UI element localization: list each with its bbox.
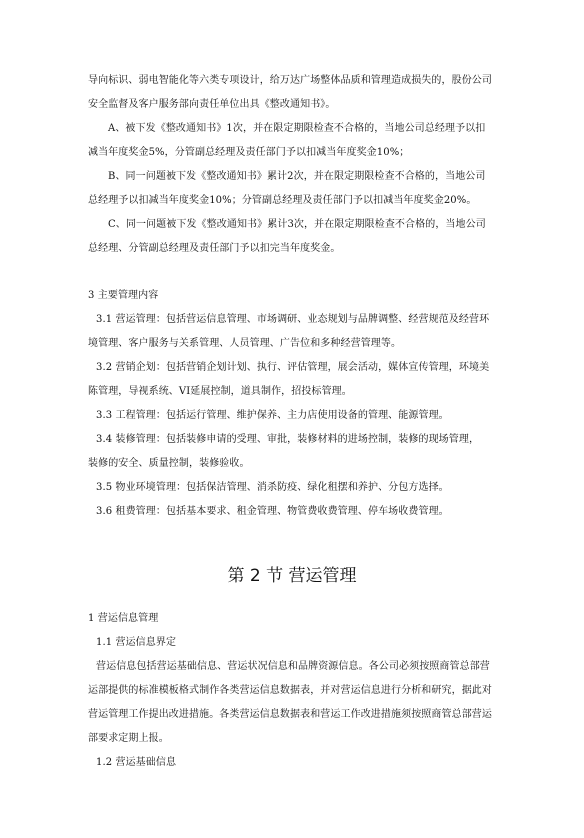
penalty-c-line: 总经理、分管副总经理及责任部门予以扣完当年度奖金。 [88, 243, 341, 254]
penalty-a-line: A、被下发《整改通知书》1次，并在限定期限检查不合格的，当地公司总经理予以扣 [108, 123, 486, 134]
paragraph-line: 运部提供的标准模板格式制作各类营运信息数据表，并对营运信息进行分析和研究，据此对 [88, 685, 492, 696]
paragraph-line: 营运信息包括营运基础信息、营运状况信息和品牌资源信息。各公司必须按照商管总部营 [96, 661, 490, 672]
section-item-line: 3.3 工程管理：包括运行管理、维护保养、主力店使用设备的管理、能源管理。 [96, 410, 449, 421]
subsection-title: 1.2 营运基础信息 [96, 757, 177, 768]
penalty-b-line: B、同一问题被下发《整改通知书》累计2次，并在限定期限检查不合格的，当地公司 [108, 171, 486, 182]
section-item-line: 3.6 租费管理：包括基本要求、租金管理、物管费收费管理、停车场收费管理。 [96, 506, 449, 517]
chapter-heading: 第 2 节 营运管理 [227, 566, 357, 586]
paragraph-line: 安全监督及客户服务部向责任单位出具《整改通知书》。 [88, 99, 336, 110]
section-item-line: 陈管理，导视系统、VI延展控制，道具制作，招投标管理。 [88, 386, 352, 397]
section-title: 3 主要管理内容 [88, 290, 159, 301]
penalty-b-line: 总经理予以扣减当年度奖金10%；分管副总经理及责任部门予以扣减当年度奖金20%。 [88, 195, 477, 206]
section-item-line: 3.5 物业环境管理：包括保洁管理、消杀防疫、绿化租摆和养护、分包方选择。 [96, 482, 449, 493]
penalty-c-line: C、同一问题被下发《整改通知书》累计3次，并在限定期限检查不合格的，当地公司 [108, 219, 486, 230]
section-item-line: 境管理、客户服务与关系管理、人员管理、广告位和多种经营管理等。 [88, 338, 402, 349]
section-item-line: 装修的安全、质量控制，装修验收。 [88, 458, 250, 469]
penalty-a-line: 减当年度奖金5%，分管副总经理及责任部门予以扣减当年度奖金10%； [88, 147, 410, 158]
paragraph-line: 营运管理工作提出改进措施。各类营运信息数据表和营运工作改进措施须按照商管总部营运 [88, 709, 492, 720]
paragraph-line: 部要求定期上报。 [88, 733, 169, 744]
section-item-line: 3.4 装修管理：包括装修申请的受理、审批，装修材料的进场控制，装修的现场管理， [96, 434, 480, 445]
subsection-title: 1.1 营运信息界定 [96, 637, 177, 648]
section-title: 1 营运信息管理 [88, 613, 159, 624]
section-item-line: 3.1 营运管理：包括营运信息管理、市场调研、业态规划与品牌调整、经营规范及经营环 [96, 314, 490, 325]
section-item-line: 3.2 营销企划：包括营销企划计划、执行、评估管理，展会活动，媒体宣传管理，环境美 [96, 362, 490, 373]
paragraph-line: 导向标识、弱电智能化等六类专项设计，给万达广场整体品质和管理造成损失的，股份公司 [88, 75, 492, 86]
